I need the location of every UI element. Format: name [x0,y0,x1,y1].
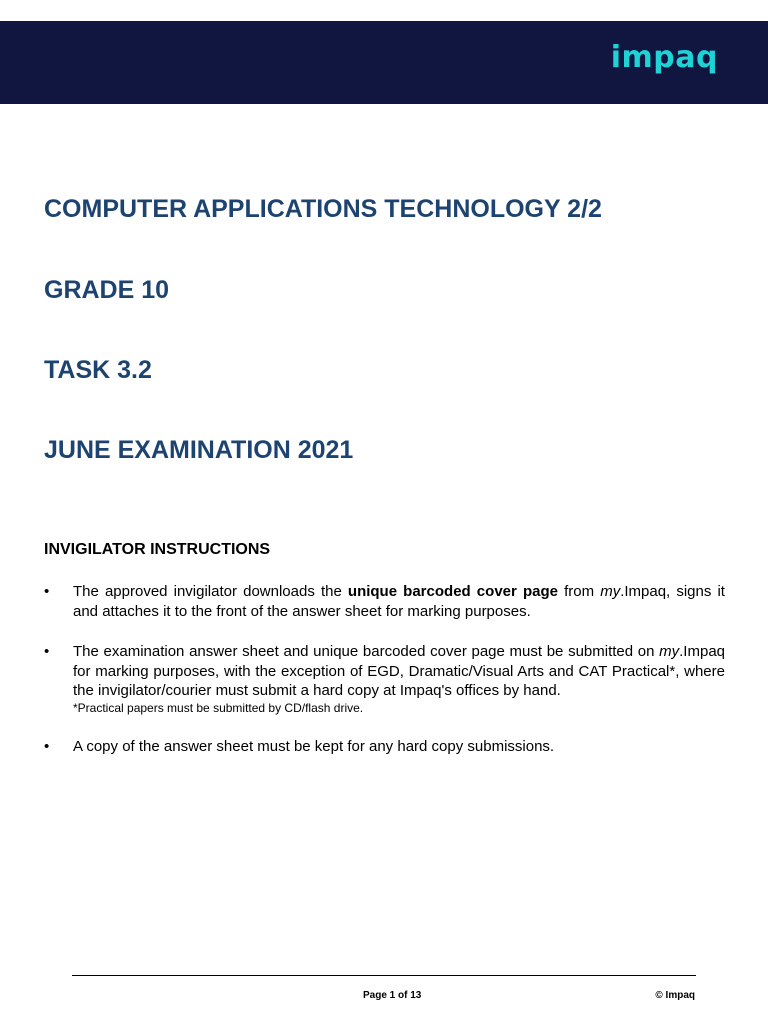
impaq-logo: impaq [610,40,718,75]
bullet: • [44,737,50,755]
bullet: • [44,583,50,600]
instruction-item-cover-page: • The approved invigilator downloads the unique barcoded cover page from my.Impaq, signs it and attaches it to the front of the answer sheet for marking purposes. [44,583,725,620]
instructions-list [44,582,725,756]
copyright-notice: © Impaq [655,990,695,1001]
instructions-heading: INVIGILATOR INSTRUCTIONS [44,541,271,558]
subject-title: COMPUTER APPLICATIONS TECHNOLOGY 2/2 [44,195,602,223]
page-number: Page 1 of 13 [363,990,422,1001]
practical-note: *Practical papers must be submitted by CD/flash drive. [73,700,364,715]
exam-title: JUNE EXAMINATION 2021 [44,436,354,464]
task-title: TASK 3.2 [44,356,152,384]
instruction-item-submission: • The examination answer sheet and unique barcoded cover page must be submitted on my.Impaq for marking purposes, with the exception of EGD, Dramatic/Visual Arts and CAT Practical*, where the invigilator/courier must submit a hard copy at Impaq's offices by hand. *Practical papers must be submitted by CD/flash drive. [44,643,725,715]
grade-title: GRADE 10 [44,276,170,304]
cover-page-emphasis: unique barcoded cover page [347,583,558,600]
header-band [0,21,768,104]
instruction-item-copy: • A copy of the answer sheet must be kept for any hard copy submissions. [44,737,555,755]
bullet: • [44,643,50,660]
footer-divider [72,975,696,976]
